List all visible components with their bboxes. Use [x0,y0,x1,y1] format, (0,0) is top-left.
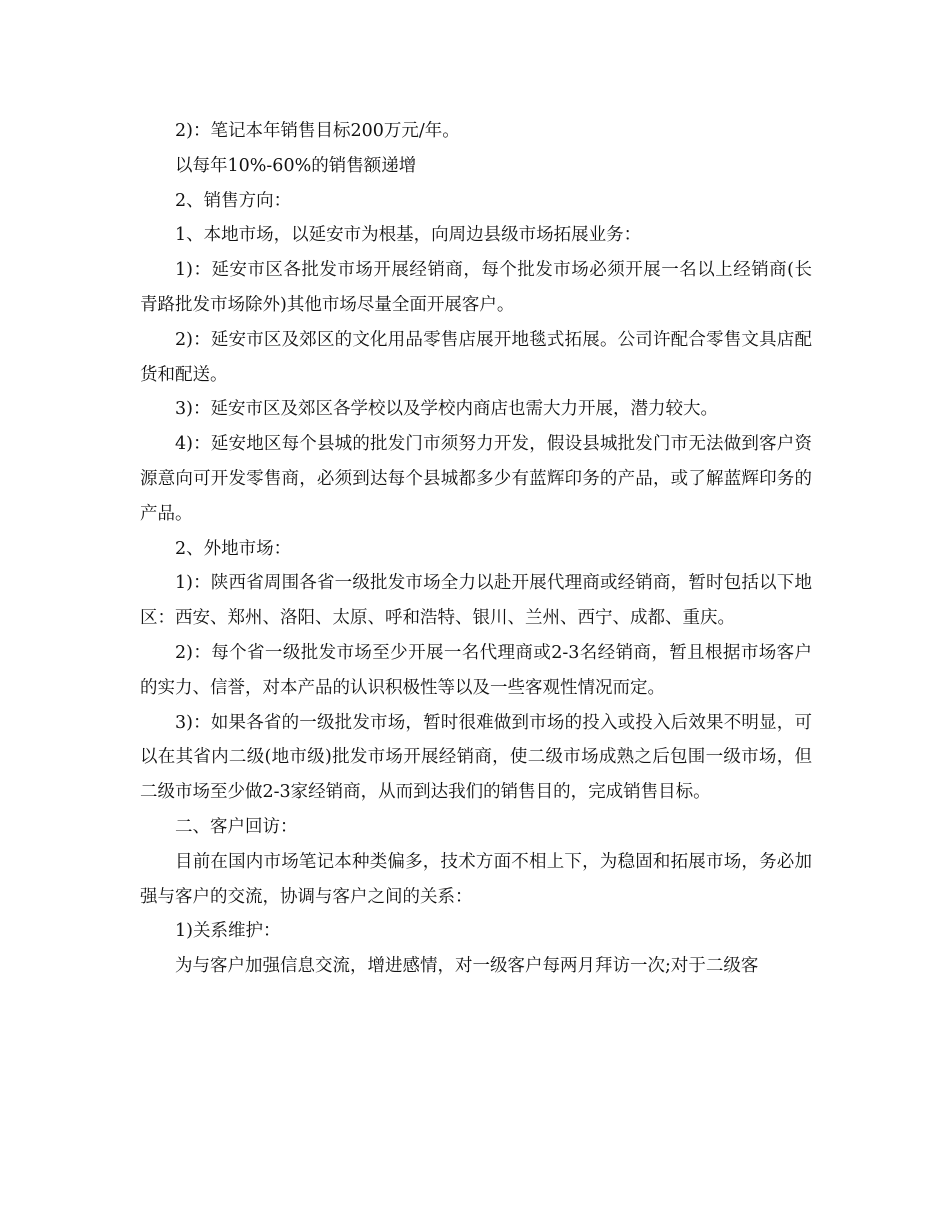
paragraph-growth-rate: 以每年10%-60%的销售额递增 [175,155,417,176]
paragraph-relationship-detail: 为与客户加强信息交流，增进感情，对一级客户每两月拜访一次;对于二级客 [175,956,759,977]
heading-local-market: 1、本地市场，以延安市为根基，向周边县级市场拓展业务： [175,225,642,246]
paragraph-visits-intro: 目前在国内市场笔记本种类偏多，技术方面不相上下，为稳固和拓展市场，务必加强与客户的交流，协调与客户之间的关系： [140,851,812,907]
paragraph-local-1: 1)：延安市区各批发市场开展经销商，每个批发市场必须开展一名以上经销商(长青路批发市场除外)其他市场尽量全面开展客户。 [140,260,812,315]
paragraph-external-3: 3)：如果各省的一级批发市场，暂时很难做到市场的投入或投入后效果不明显，可以在其省内二级(地市级)批发市场开展经销商，使二级市场成熟之后包围一级市场，但二级市场至少做2-3家经销商，从而到达我们的销售目的，完成销售目标。 [140,712,812,803]
paragraph-external-2: 2)：每个省一级批发市场至少开展一名代理商或2-3名经销商，暂且根据市场客户的实力、信誉，对本产品的认识积极性等以及一些客观性情况而定。 [140,642,812,698]
paragraph-local-3: 3)：延安市区及郊区各学校以及学校内商店也需大力开展，潜力较大。 [175,399,718,420]
paragraph-local-4: 4)：延安地区每个县城的批发门市须努力开发，假设县城批发门市无法做到客户资源意向可开发零售商，必须到达每个县城都多少有蓝辉印务的产品，或了解蓝辉印务的产品。 [140,434,812,524]
heading-sales-direction: 2、销售方向： [175,190,292,211]
heading-relationship-maintenance: 1)关系维护： [175,921,281,942]
paragraph-external-1: 1)：陕西省周围各省一级批发市场全力以赴开展代理商或经销商，暂时包括以下地区：西安、郑州、洛阳、太原、呼和浩特、银川、兰州、西宁、成都、重庆。 [140,573,812,629]
heading-customer-visits: 二、客户回访： [175,816,298,837]
heading-external-market: 2、外地市场： [175,538,292,559]
paragraph-sales-target: 2)：笔记本年销售目标200万元/年。 [175,121,460,141]
document-page [140,114,812,984]
paragraph-local-2: 2)：延安市区及郊区的文化用品零售店展开地毯式拓展。公司许配合零售文具店配货和配送。 [140,329,812,385]
